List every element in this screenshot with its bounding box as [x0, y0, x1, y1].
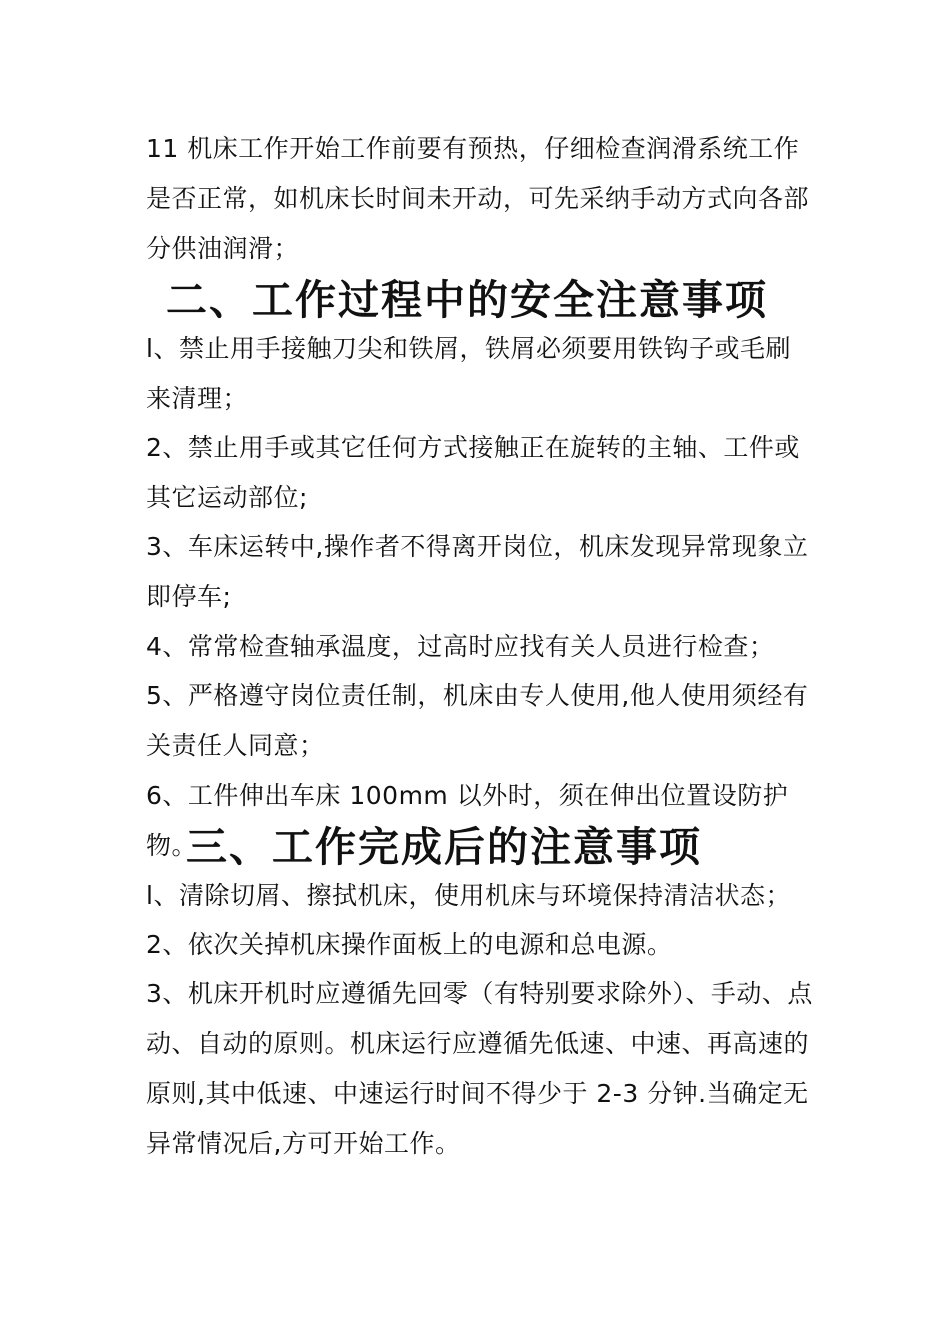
paragraph-do-not-leave-post: 3、车床运转中,操作者不得离开岗位，机床发现异常现象立即停车;: [146, 532, 809, 611]
paragraph-startup-principles: 3、机床开机时应遵循先回零（有特别要求除外）、手动、点动、自动的原则。机床运行应遵循先低速、中速、再高速的原则,其中低速、中速运行时间不得少于 2-3 分钟.当确定无异常情况后,方可开始工作。: [146, 979, 813, 1158]
paragraph-check-bearing-temperature: 4、常常检查轴承温度，过高时应找有关人员进行检查；: [146, 632, 775, 661]
paragraph-workpiece-protection: 6、工件伸出车床 100mm 以外时，须在伸出位置设防护物。: [146, 781, 789, 860]
paragraph-no-contact-rotating-parts: 2、禁止用手或其它任何方式接触正在旋转的主轴、工件或其它运动部位;: [146, 433, 800, 512]
section-heading-after-work: 三、工作完成后的注意事项: [186, 823, 702, 871]
paragraph-clean-machine: l、清除切屑、擦拭机床，使用机床与环境保持清洁状态；: [146, 881, 791, 910]
paragraph-power-off: 2、依次关掉机床操作面板上的电源和总电源。: [146, 930, 673, 959]
paragraph-preheat-lubrication: 11 机床工作开始工作前要有预热，仔细检查润滑系统工作是否正常，如机床长时间未开动，可先采纳手动方式向各部分供油润滑；: [146, 134, 810, 263]
section-heading-during-work: 二、工作过程中的安全注意事项: [166, 276, 768, 324]
paragraph-post-responsibility: 5、严格遵守岗位责任制，机床由专人使用,他人使用须经有关责任人同意；: [146, 681, 809, 760]
paragraph-no-hand-contact-chips: l、禁止用手接触刀尖和铁屑，铁屑必须要用铁钩子或毛刷来清理；: [146, 334, 791, 413]
